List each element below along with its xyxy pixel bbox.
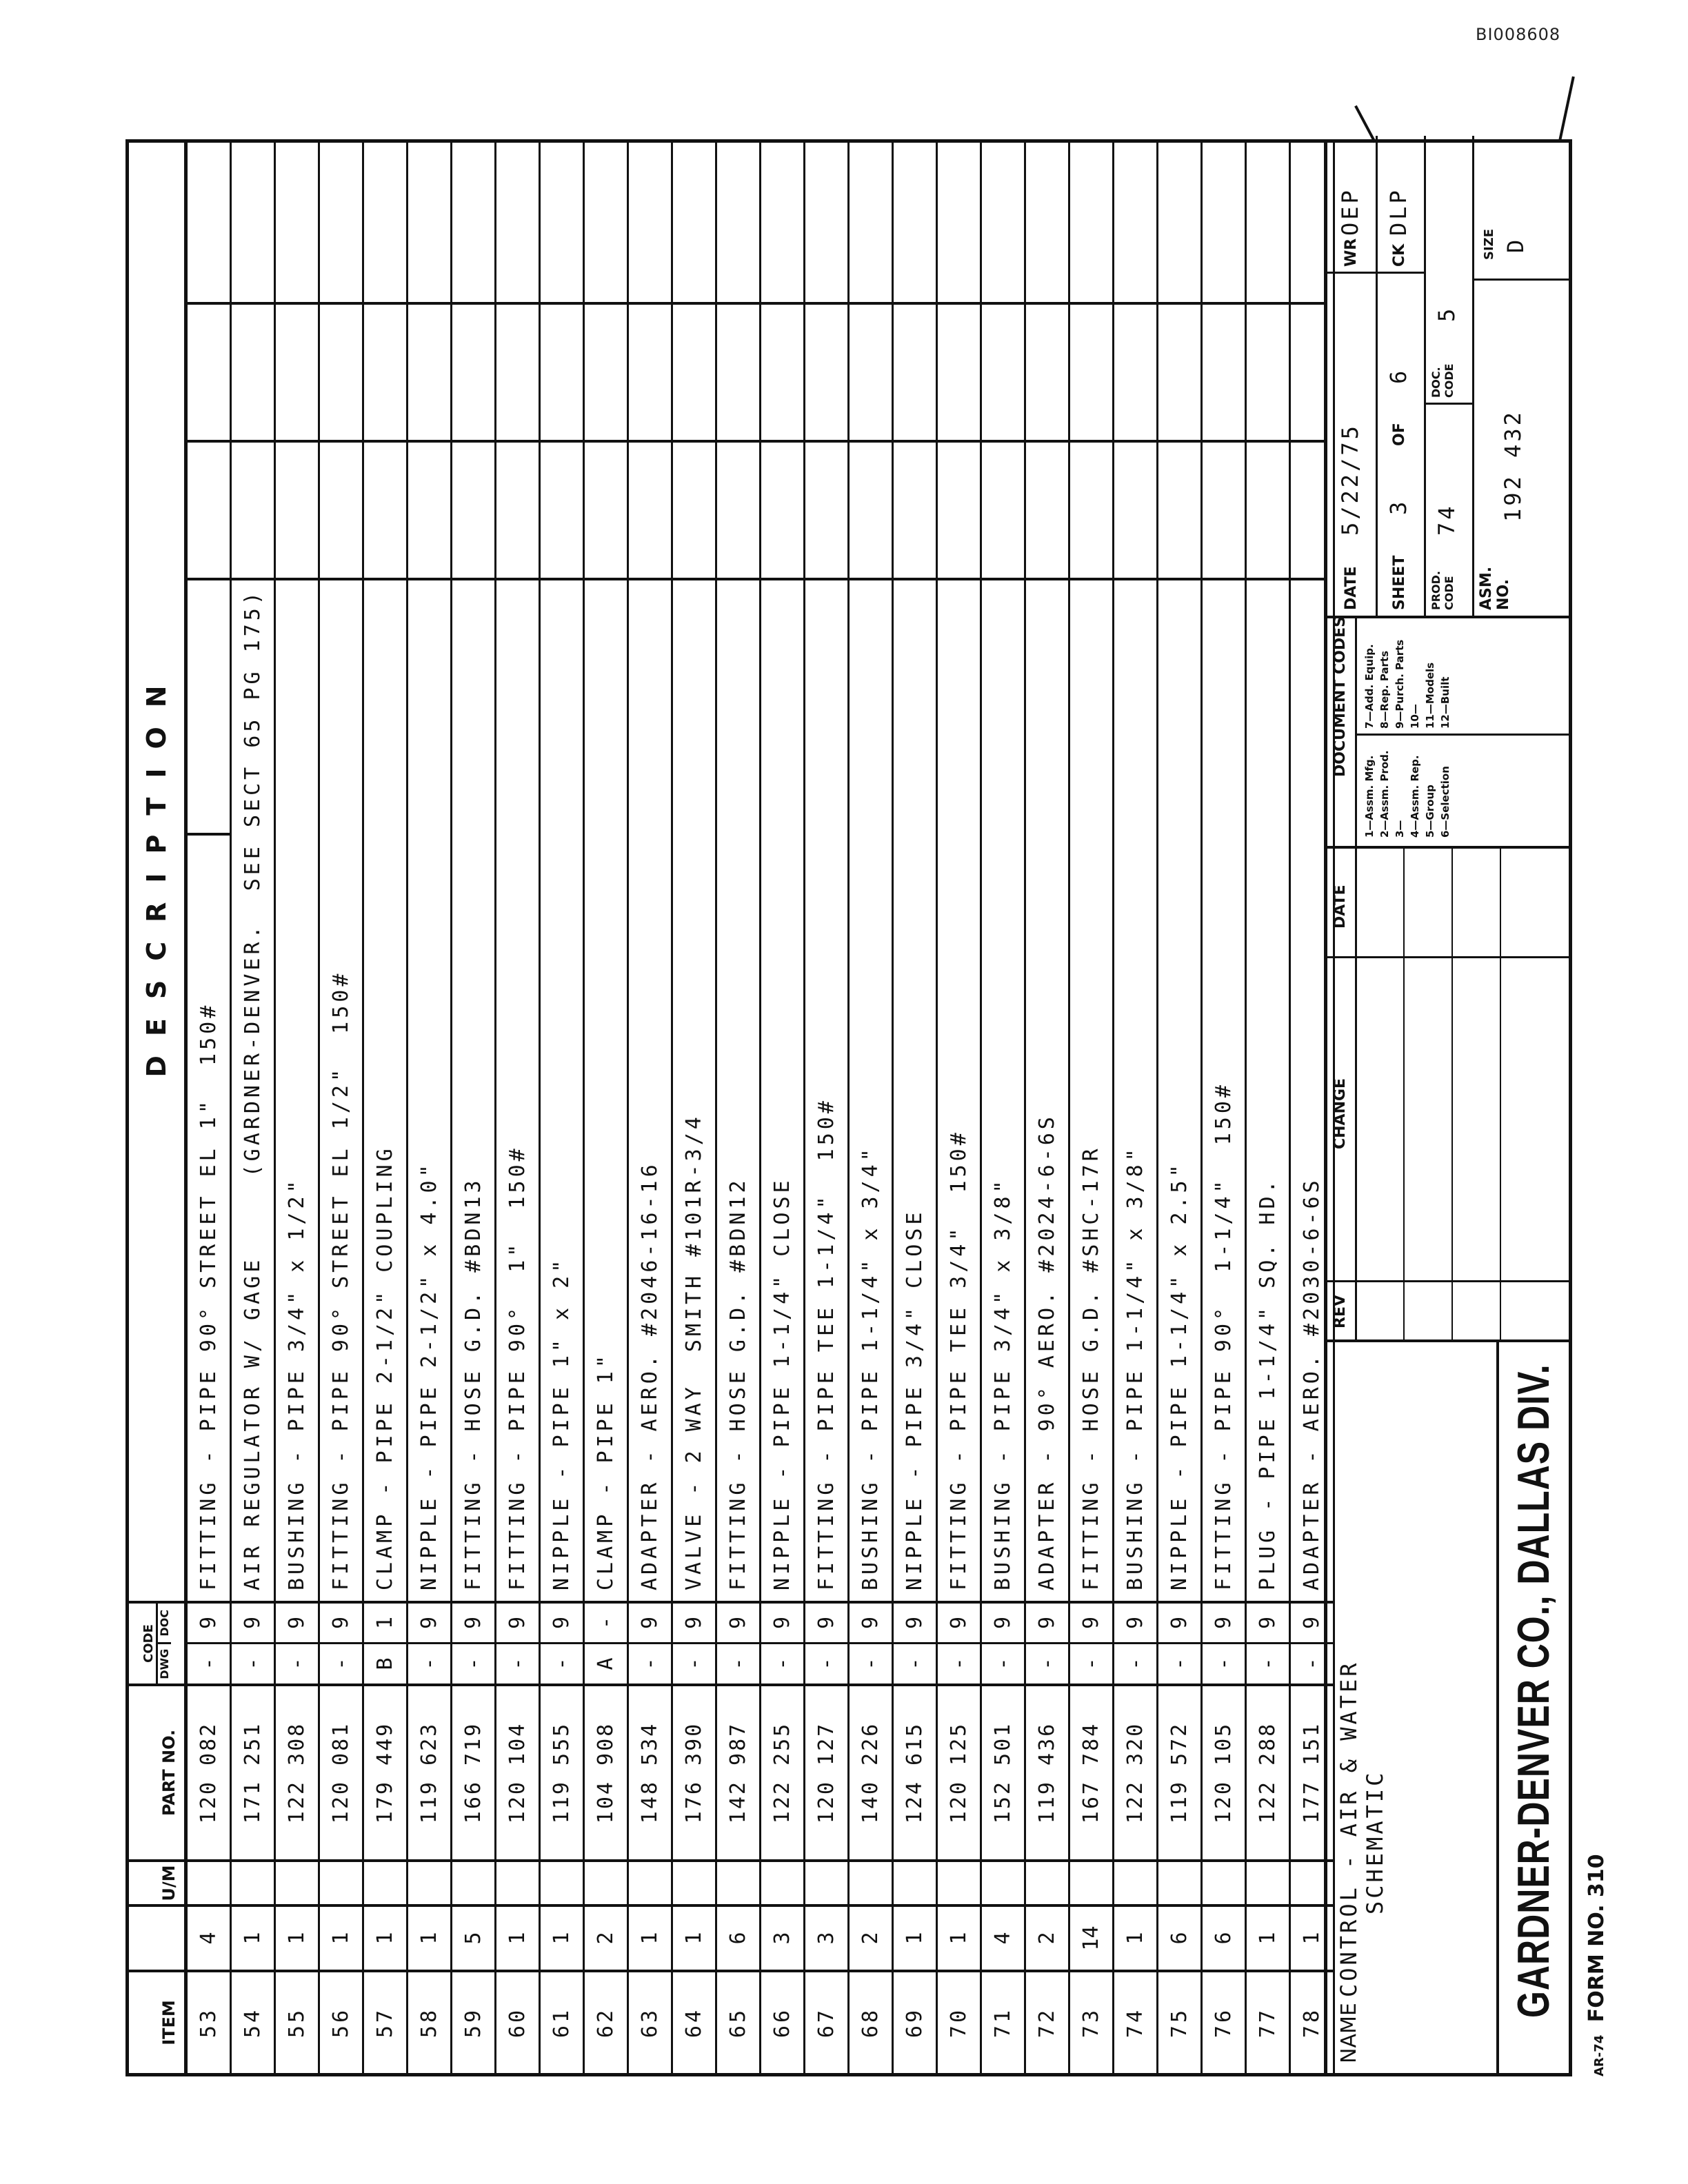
rev-row-line <box>1451 846 1453 1342</box>
description: AIR REGULATOR W/ GAGE (GARDNER-DENVER. SEE SECT 65 PG 175) <box>241 589 265 1590</box>
document-codes-label: DOCUMENT CODES <box>1332 616 1349 777</box>
code-doc: 9 <box>408 1601 450 1642</box>
unit-of-measure <box>982 1859 1024 1904</box>
unit-of-measure <box>1203 1859 1245 1904</box>
date-column <box>1327 846 1569 956</box>
code-dwg: - <box>320 1642 362 1684</box>
item-number: 72 <box>1026 1970 1068 2073</box>
unit-of-measure <box>320 1859 362 1904</box>
item-number: 64 <box>673 1970 715 2073</box>
description: BUSHING - PIPE 3/4" x 3/8" <box>991 1177 1015 1590</box>
quantity: 14 <box>1070 1904 1112 1970</box>
parts-list-sheet <box>125 139 1609 2076</box>
description: FITTING - PIPE 90° 1" 150# <box>505 1145 530 1590</box>
quantity: 3 <box>805 1904 847 1970</box>
form-number-value: 310 <box>1585 1854 1609 1898</box>
ck-value: DLP <box>1385 188 1411 236</box>
code-doc: 9 <box>894 1601 936 1642</box>
item-number: 73 <box>1070 1970 1112 2073</box>
quantity: 2 <box>850 1904 892 1970</box>
description: FITTING - PIPE TEE 1-1/4" 150# <box>814 1098 838 1590</box>
header-qty <box>129 1904 184 1970</box>
ck-label: CK <box>1391 243 1408 267</box>
code-doc: 9 <box>1026 1601 1068 1642</box>
doc-codes-divider <box>1355 734 1569 736</box>
quantity: 6 <box>1203 1904 1245 1970</box>
code-dwg: - <box>188 1642 230 1684</box>
sheet-value: 3 <box>1385 498 1411 515</box>
code-doc: 9 <box>1203 1601 1245 1642</box>
table-row <box>673 139 717 2076</box>
code-dwg: - <box>717 1642 759 1684</box>
part-number: 167 784 <box>1070 1684 1112 1859</box>
rev-label: REV <box>1332 1295 1349 1328</box>
description: FITTING - PIPE TEE 3/4" 150# <box>947 1129 971 1590</box>
doc-codes-header-line <box>1355 618 1357 846</box>
part-number: 166 719 <box>452 1684 494 1859</box>
rev-header-line <box>1355 846 1357 1342</box>
description: FITTING - HOSE G.D. #SHC-17R <box>1079 1145 1103 1590</box>
part-number: 171 251 <box>232 1684 274 1859</box>
item-number: 66 <box>761 1970 803 2073</box>
quantity: 4 <box>188 1904 230 1970</box>
table-row <box>805 139 850 2076</box>
unit-of-measure <box>452 1859 494 1904</box>
drawing-name-line1: CONTROL - AIR & WATER <box>1336 1660 1362 1997</box>
unit-of-measure <box>188 1859 230 1904</box>
item-number: 63 <box>629 1970 671 2073</box>
company-divider <box>1496 1342 1499 2073</box>
description: NIPPLE - PIPE 1-1/4" CLOSE <box>770 1177 794 1590</box>
code-dwg: - <box>894 1642 936 1684</box>
size-value: D <box>1503 236 1529 253</box>
description: FITTING - PIPE 90° STREET EL 1/2" 150# <box>329 970 353 1590</box>
quantity: 2 <box>585 1904 627 1970</box>
unit-of-measure <box>1247 1859 1289 1904</box>
description: NIPPLE - PIPE 1-1/4" x 2.5" <box>1167 1161 1192 1590</box>
info-col-line <box>1472 279 1569 281</box>
part-number: 120 104 <box>496 1684 539 1859</box>
parts-rows <box>188 139 1335 2076</box>
table-row <box>938 139 982 2076</box>
code-dwg: - <box>541 1642 583 1684</box>
quantity: 1 <box>894 1904 936 1970</box>
header-code-dwg: DWG <box>158 1643 171 1684</box>
code-dwg: - <box>1070 1642 1112 1684</box>
table-row <box>1026 139 1070 2076</box>
quantity: 3 <box>761 1904 803 1970</box>
part-number: 104 908 <box>585 1684 627 1859</box>
item-number: 53 <box>188 1970 230 2073</box>
code-doc: 9 <box>1247 1601 1289 1642</box>
company-name: GARDNER-DENVER CO., DALLAS DIV. <box>1508 1364 1559 2018</box>
info-row-line <box>1472 136 1474 618</box>
part-number: 120 127 <box>805 1684 847 1859</box>
description: NIPPLE - PIPE 1" x 2" <box>550 1256 574 1590</box>
quantity: 4 <box>982 1904 1024 1970</box>
code-dwg: - <box>496 1642 539 1684</box>
code-dwg: - <box>938 1642 980 1684</box>
description: NIPPLE - PIPE 2-1/2" x 4.0" <box>417 1161 441 1590</box>
item-number: 74 <box>1114 1970 1156 2073</box>
table-row <box>1114 139 1158 2076</box>
table-header <box>125 139 188 2076</box>
table-row <box>982 139 1026 2076</box>
code-doc: 9 <box>629 1601 671 1642</box>
quantity: 6 <box>1158 1904 1200 1970</box>
description: CLAMP - PIPE 1" <box>594 1352 618 1590</box>
unit-of-measure <box>1158 1859 1200 1904</box>
code-doc: - <box>585 1601 627 1642</box>
code-dwg: - <box>1247 1642 1289 1684</box>
code-doc: 9 <box>1158 1601 1200 1642</box>
code-dwg: - <box>805 1642 847 1684</box>
doc-code-label: DOC. CODE <box>1429 363 1456 398</box>
item-number: 78 <box>1291 1970 1333 2073</box>
code-doc: 9 <box>541 1601 583 1642</box>
quantity: 1 <box>938 1904 980 1970</box>
description: PLUG - PIPE 1-1/4" SQ. HD. <box>1256 1177 1280 1590</box>
code-dwg: - <box>1291 1642 1333 1684</box>
table-row <box>276 139 320 2076</box>
code-dwg: - <box>673 1642 715 1684</box>
unit-of-measure <box>1026 1859 1068 1904</box>
rev-column <box>1327 1280 1569 1342</box>
code-dwg: - <box>1026 1642 1068 1684</box>
code-dwg: - <box>276 1642 318 1684</box>
table-row <box>188 139 232 2076</box>
date-label: DATE <box>1343 566 1360 610</box>
code-doc: 9 <box>673 1601 715 1642</box>
code-doc: 9 <box>1114 1601 1156 1642</box>
code-dwg: - <box>408 1642 450 1684</box>
table-row <box>541 139 585 2076</box>
table-row <box>717 139 761 2076</box>
part-number: 148 534 <box>629 1684 671 1859</box>
item-number: 59 <box>452 1970 494 2073</box>
description: FITTING - PIPE 90° STREET EL 1" 150# <box>197 1002 221 1590</box>
quantity: 1 <box>1114 1904 1156 1970</box>
corner-mark-left <box>1354 105 1376 143</box>
code-dwg: B <box>364 1642 406 1684</box>
unit-of-measure <box>629 1859 671 1904</box>
description: ADAPTER - 90° AERO. #2024-6-6S <box>1035 1113 1059 1590</box>
doc-codes-right-border <box>1327 616 1569 618</box>
prod-code-value: 74 <box>1434 503 1460 536</box>
quantity: 2 <box>1026 1904 1068 1970</box>
table-row <box>761 139 805 2076</box>
quantity: 1 <box>320 1904 362 1970</box>
header-item: ITEM <box>129 1970 184 2073</box>
part-number: 122 255 <box>761 1684 803 1859</box>
form-label: FORM NO. <box>1585 1904 1609 2023</box>
wr-value: OEP <box>1337 188 1363 236</box>
unit-of-measure <box>1070 1859 1112 1904</box>
part-number: 119 436 <box>1026 1684 1068 1859</box>
code-doc: 9 <box>761 1601 803 1642</box>
form-prefix: AR-74 <box>1592 2034 1607 2076</box>
unit-of-measure <box>850 1859 892 1904</box>
part-number: 177 151 <box>1291 1684 1333 1859</box>
quantity: 1 <box>408 1904 450 1970</box>
part-number: 120 082 <box>188 1684 230 1859</box>
unit-of-measure <box>364 1859 406 1904</box>
item-number: 58 <box>408 1970 450 2073</box>
info-row-line <box>1376 136 1378 618</box>
part-number: 120 105 <box>1203 1684 1245 1859</box>
table-row <box>452 139 496 2076</box>
unit-of-measure <box>894 1859 936 1904</box>
unit-of-measure <box>1114 1859 1156 1904</box>
item-number: 70 <box>938 1970 980 2073</box>
of-value: 6 <box>1385 367 1411 384</box>
quantity: 1 <box>541 1904 583 1970</box>
column-divider <box>188 440 1324 443</box>
code-dwg: - <box>452 1642 494 1684</box>
description: BUSHING - PIPE 1-1/4" x 3/8" <box>1123 1145 1147 1590</box>
description: ADAPTER - AERO. #2046-16-16 <box>638 1161 662 1590</box>
code-doc: 9 <box>496 1601 539 1642</box>
item-number: 76 <box>1203 1970 1245 2073</box>
change-column <box>1327 956 1569 1280</box>
code-dwg: A <box>585 1642 627 1684</box>
item-number: 56 <box>320 1970 362 2073</box>
code-doc: 9 <box>805 1601 847 1642</box>
table-row <box>364 139 408 2076</box>
code-dwg: - <box>629 1642 671 1684</box>
table-row <box>1203 139 1247 2076</box>
header-um: U/M <box>129 1859 184 1904</box>
header-part-no: PART NO. <box>129 1684 184 1859</box>
change-label: CHANGE <box>1332 1078 1349 1149</box>
table-row <box>894 139 938 2076</box>
unit-of-measure <box>585 1859 627 1904</box>
column-divider <box>188 833 232 836</box>
part-number: 152 501 <box>982 1684 1024 1859</box>
code-dwg: - <box>761 1642 803 1684</box>
part-number: 140 226 <box>850 1684 892 1859</box>
code-doc: 9 <box>982 1601 1024 1642</box>
table-row <box>1158 139 1203 2076</box>
code-dwg: - <box>982 1642 1024 1684</box>
unit-of-measure <box>408 1859 450 1904</box>
quantity: 1 <box>232 1904 274 1970</box>
prod-code-label: PROD. CODE <box>1429 570 1456 610</box>
header-code-doc: DOC <box>157 1609 171 1637</box>
quantity: 1 <box>364 1904 406 1970</box>
unit-of-measure <box>805 1859 847 1904</box>
code-dwg: - <box>1158 1642 1200 1684</box>
part-number: 122 308 <box>276 1684 318 1859</box>
table-row <box>629 139 673 2076</box>
document-codes-list-left: 1—Assm. Mfg. 2—Assm. Prod. 3— 4—Assm. Rep. 5—Group 6—Selection <box>1363 750 1451 838</box>
item-number: 67 <box>805 1970 847 2073</box>
unit-of-measure <box>276 1859 318 1904</box>
unit-of-measure <box>232 1859 274 1904</box>
date-value: 5/22/75 <box>1337 423 1363 536</box>
unit-of-measure <box>673 1859 715 1904</box>
description: NIPPLE - PIPE 3/4" CLOSE <box>903 1209 927 1590</box>
quantity: 6 <box>717 1904 759 1970</box>
part-number: 176 390 <box>673 1684 715 1859</box>
code-doc: 9 <box>188 1601 230 1642</box>
header-code-label: CODE <box>141 1604 158 1684</box>
part-number: 120 081 <box>320 1684 362 1859</box>
unit-of-measure <box>761 1859 803 1904</box>
drawing-name-line2: SCHEMATIC <box>1362 1770 1388 1914</box>
part-number: 119 623 <box>408 1684 450 1859</box>
table-row <box>320 139 364 2076</box>
part-number: 142 987 <box>717 1684 759 1859</box>
item-number: 75 <box>1158 1970 1200 2073</box>
rev-row-line <box>1403 846 1405 1342</box>
code-doc: 9 <box>1070 1601 1112 1642</box>
description: CLAMP - PIPE 2-1/2" COUPLING <box>373 1145 397 1590</box>
part-number: 120 125 <box>938 1684 980 1859</box>
item-number: 69 <box>894 1970 936 2073</box>
column-divider <box>188 302 1324 305</box>
quantity: 5 <box>452 1904 494 1970</box>
item-number: 57 <box>364 1970 406 2073</box>
code-dwg: - <box>232 1642 274 1684</box>
rev-row-line <box>1500 846 1501 1342</box>
description: BUSHING - PIPE 1-1/4" x 3/4" <box>858 1145 883 1590</box>
table-row <box>496 139 541 2076</box>
header-description: DESCRIPTION <box>141 666 172 1078</box>
item-number: 62 <box>585 1970 627 2073</box>
of-label: OF <box>1391 423 1408 446</box>
item-number: 60 <box>496 1970 539 2073</box>
header-code <box>129 1601 184 1684</box>
unit-of-measure <box>496 1859 539 1904</box>
part-number: 179 449 <box>364 1684 406 1859</box>
size-label: SIZE <box>1482 228 1496 260</box>
unit-of-measure <box>938 1859 980 1904</box>
info-row-line <box>1424 136 1426 618</box>
wr-label: WR <box>1343 238 1360 267</box>
part-number: 122 320 <box>1114 1684 1156 1859</box>
item-number: 61 <box>541 1970 583 2073</box>
table-row <box>1070 139 1114 2076</box>
item-number: 71 <box>982 1970 1024 2073</box>
quantity: 1 <box>629 1904 671 1970</box>
sheet-label: SHEET <box>1391 555 1408 610</box>
table-row <box>232 139 276 2076</box>
code-doc: 9 <box>232 1601 274 1642</box>
name-label: NAME <box>1337 2003 1361 2063</box>
description: BUSHING - PIPE 3/4" x 1/2" <box>285 1177 309 1590</box>
code-doc: 9 <box>276 1601 318 1642</box>
code-dwg: - <box>1114 1642 1156 1684</box>
quantity: 1 <box>1291 1904 1333 1970</box>
table-row <box>850 139 894 2076</box>
quantity: 1 <box>673 1904 715 1970</box>
asm-no-value: 192 432 <box>1500 410 1526 522</box>
document-stamp: BI008608 <box>1476 25 1561 44</box>
doc-code-value: 5 <box>1434 305 1460 322</box>
code-doc: 9 <box>850 1601 892 1642</box>
info-col-line <box>1424 403 1472 405</box>
part-number: 122 288 <box>1247 1684 1289 1859</box>
description: FITTING - HOSE G.D. #BDN13 <box>461 1177 485 1590</box>
item-number: 55 <box>276 1970 318 2073</box>
part-number: 119 572 <box>1158 1684 1200 1859</box>
document-codes-list-right: 7—Add. Equip. 8—Rep. Parts 9—Purch. Parts 10— 11—Models 12—Built <box>1363 639 1451 729</box>
code-doc: 9 <box>320 1601 362 1642</box>
info-col-line <box>1327 272 1424 274</box>
code-doc: 9 <box>717 1601 759 1642</box>
date-column-label: DATE <box>1332 884 1349 929</box>
description: ADAPTER - AERO. #2030-6-6S <box>1300 1177 1324 1590</box>
item-number: 68 <box>850 1970 892 2073</box>
table-row <box>1247 139 1291 2076</box>
unit-of-measure <box>541 1859 583 1904</box>
description: FITTING - HOSE G.D. #BDN12 <box>726 1177 750 1590</box>
table-row <box>585 139 629 2076</box>
code-doc: 9 <box>938 1601 980 1642</box>
title-block <box>1324 139 1572 2076</box>
form-number <box>1576 1649 1618 2076</box>
corner-mark-right <box>1558 77 1575 141</box>
quantity: 1 <box>1247 1904 1289 1970</box>
item-number: 65 <box>717 1970 759 2073</box>
item-number: 77 <box>1247 1970 1289 2073</box>
quantity: 1 <box>276 1904 318 1970</box>
item-number: 54 <box>232 1970 274 2073</box>
column-divider <box>188 578 1324 580</box>
code-doc: 9 <box>452 1601 494 1642</box>
description: VALVE - 2 WAY SMITH #101R-3/4 <box>682 1113 706 1590</box>
part-number: 119 555 <box>541 1684 583 1859</box>
code-doc: 9 <box>1291 1601 1333 1642</box>
code-dwg: - <box>1203 1642 1245 1684</box>
part-number: 124 615 <box>894 1684 936 1859</box>
unit-of-measure <box>717 1859 759 1904</box>
quantity: 1 <box>496 1904 539 1970</box>
code-dwg: - <box>850 1642 892 1684</box>
code-doc: 1 <box>364 1601 406 1642</box>
asm-no-label: ASM. NO. <box>1478 566 1512 610</box>
description: FITTING - PIPE 90° 1-1/4" 150# <box>1212 1082 1236 1590</box>
table-row <box>408 139 452 2076</box>
